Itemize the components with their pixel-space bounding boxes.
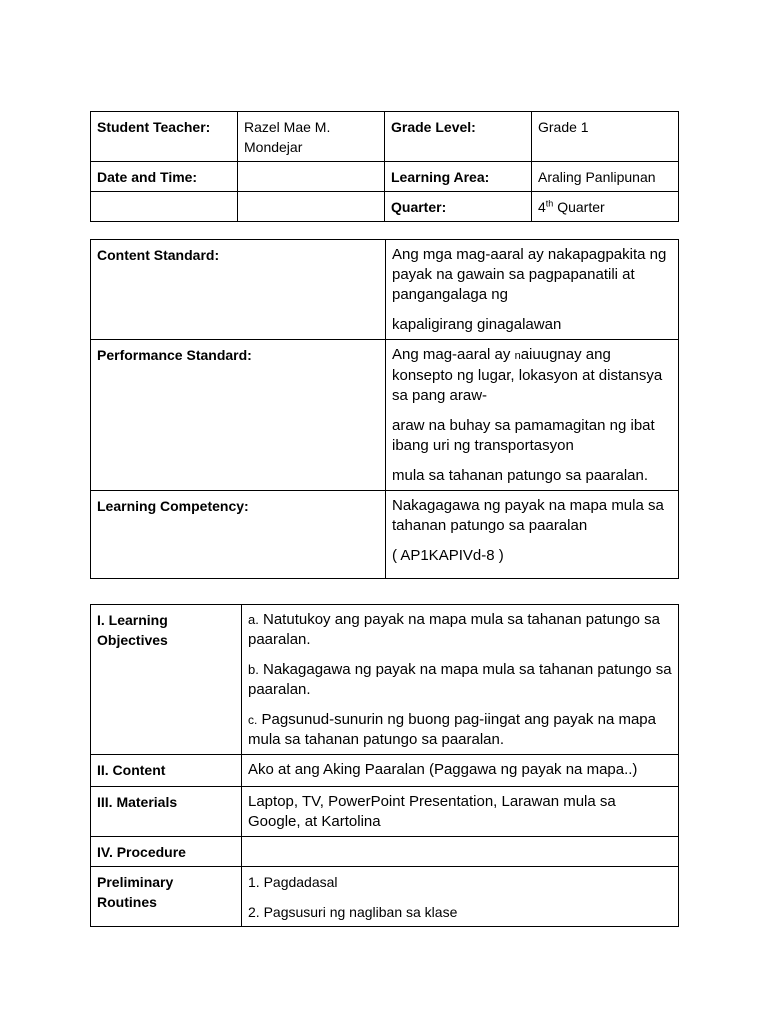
quarter-word: Quarter xyxy=(557,199,605,215)
standards-table xyxy=(90,239,679,579)
date-time-value xyxy=(238,162,385,192)
performance-standard-p3: mula sa tahanan patungo sa paaralan. xyxy=(392,467,649,484)
performance-standard-p1b: n xyxy=(514,350,521,362)
learning-competency-p1: Nakagagawa ng payak na mapa mula sa tahanan patungo sa paaralan xyxy=(392,497,664,534)
objective-b xyxy=(248,660,672,700)
objective-a-text: Natutukoy ang payak na mapa mula sa tahanan patungo sa paaralan. xyxy=(248,611,660,648)
grade-level-value: Grade 1 xyxy=(532,112,679,162)
routine-2: 2. Pagsusuri ng nagliban sa klase xyxy=(248,904,458,920)
performance-standard-p2: araw na buhay sa pamamagitan ng ibat ibang uri ng transportasyon xyxy=(392,417,655,454)
procedure-value xyxy=(242,837,679,867)
objective-a xyxy=(248,610,672,650)
objective-b-text: Nakagagawa ng payak na mapa mula sa tahanan patungo sa paaralan. xyxy=(248,661,672,698)
objective-c-text: Pagsunud-sunurin ng buong pag-iingat ang payak na mapa mula sa tahanan patungo sa paaralan. xyxy=(248,711,656,748)
quarter-number: 4 xyxy=(538,199,546,215)
performance-standard-p1a: Ang mag-aaral ay xyxy=(392,346,515,363)
content-standard-p2: kapaligirang ginagalawan xyxy=(392,316,562,333)
content-value: Ako at ang Aking Paaralan (Paggawa ng payak na mapa..) xyxy=(242,755,679,787)
learning-area-value: Araling Panlipunan xyxy=(532,162,679,192)
quarter-suffix: th xyxy=(545,198,554,209)
objective-c-marker: c. xyxy=(248,713,258,727)
grade-level-label: Grade Level: xyxy=(385,112,532,162)
objective-b-marker: b. xyxy=(248,662,259,677)
performance-standard-p1c: aiuugnay ang konsepto ng lugar, lokasyon at distansya sa pang araw- xyxy=(392,346,663,404)
routines-value xyxy=(242,867,679,927)
empty-cell xyxy=(238,192,385,222)
objective-a-marker: a. xyxy=(248,612,259,627)
materials-value: Laptop, TV, PowerPoint Presentation, Larawan mula sa Google, at Kartolina xyxy=(242,787,679,837)
performance-standard-p1 xyxy=(392,345,672,406)
learning-area-label: Learning Area: xyxy=(385,162,532,192)
quarter-value xyxy=(532,192,679,222)
content-standard-label: Content Standard: xyxy=(91,240,386,340)
info-table xyxy=(90,111,679,222)
performance-standard-label: Performance Standard: xyxy=(91,340,386,491)
objective-c xyxy=(248,710,672,750)
student-teacher-label: Student Teacher: xyxy=(91,112,238,162)
objectives-value xyxy=(242,605,679,755)
content-standard-value xyxy=(386,240,679,340)
routines-label: Preliminary Routines xyxy=(91,867,242,927)
procedure-label: IV. Procedure xyxy=(91,837,242,867)
learning-competency-p2: ( AP1KAPIVd-8 ) xyxy=(392,547,504,564)
objectives-label: I. Learning Objectives xyxy=(91,605,242,755)
learning-competency-label: Learning Competency: xyxy=(91,491,386,579)
routine-1: 1. Pagdadasal xyxy=(248,874,338,890)
empty-cell xyxy=(91,192,238,222)
lesson-plan-table xyxy=(90,604,679,927)
learning-competency-value xyxy=(386,491,679,579)
materials-label: III. Materials xyxy=(91,787,242,837)
content-standard-p1: Ang mga mag-aaral ay nakapagpakita ng payak na gawain sa pagpapanatili at pangangalaga ng xyxy=(392,246,667,303)
date-time-label: Date and Time: xyxy=(91,162,238,192)
student-teacher-value: Razel Mae M. Mondejar xyxy=(238,112,385,162)
performance-standard-value xyxy=(386,340,679,491)
content-label: II. Content xyxy=(91,755,242,787)
quarter-label: Quarter: xyxy=(385,192,532,222)
